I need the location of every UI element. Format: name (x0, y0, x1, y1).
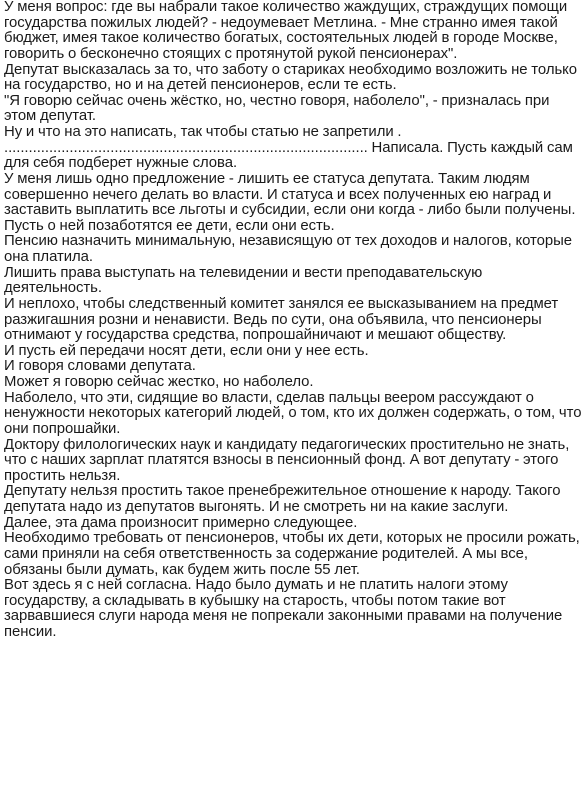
paragraph-9: Лишить права выступать на телевидении и вести преподавательскую деятельность. (4, 264, 483, 297)
paragraph-16: Депутату нельзя простить такое пренебрежительное отношение к народу. Такого депутата надо из депутатов выгонять. И не смотреть ни на какие заслуги. (4, 483, 561, 515)
paragraph-2: Депутат высказалась за то, что заботу о стариках необходимо возложить не только на государство, но и на детей пенсионеров, если те есть. (4, 61, 578, 94)
paragraph-8: Пенсию назначить минимальную, независящую от тех доходов и налогов, которые она платила. (4, 233, 572, 265)
paragraph-1: У меня вопрос: где вы набрали такое количество жаждущих, страждущих помощи государства пожилых людей? - недоумевает Метлина. - Мне странно имея такой бюджет, имея такое количество богатых, состоятельных людей в городе Москве, говорить о бесконечно стоящих с протянутой рукой пенсионерах". (4, 0, 568, 62)
paragraph-18: Необходимо требовать от пенсионеров, чтобы их дети, которых не просили рожать, сами приняли на себя ответственность за содержание родителей. А мы все, обязаны были думать, как будем жить после 55 лет. (4, 530, 580, 578)
paragraph-12: И говоря словами депутата. (4, 358, 196, 375)
paragraph-17: Далее, эта дама произносит примерно следующее. (4, 514, 358, 531)
paragraph-6: У меня лишь одно предложение - лишить ее статуса депутата. Таким людям совершенно нечего делать во власти. И статуса и всех полученных ею наград и заставить выплатить все льготы и субсидии, если они когда - либо были получены. (4, 170, 576, 219)
paragraph-15: Доктору филологических наук и кандидату педагогических простительно не знать, что с наших зарплат платятся взносы в пенсионный фонд. А вот депутату - этого простить нельзя. (4, 436, 570, 484)
paragraph-14: Наболело, что эти, сидящие во власти, сделав пальцы веером рассуждают о ненужности некоторых категорий людей, о том, кто их должен содержать, о том, что они попрошайки. (4, 389, 582, 437)
document-body (4, 0, 582, 641)
paragraph-5: ......................................................................................... Написала. Пусть каждый сам для себя подберет нужные слова. (4, 139, 573, 172)
paragraph-3: "Я говорю сейчас очень жёстко, но, честно говоря, наболело", - призналась при этом депутат. (4, 92, 550, 125)
paragraph-10: И неплохо, чтобы следственный комитет занялся ее высказыванием на предмет разжигашния розни и ненависти. Ведь по сути, она объявила, что пенсионеры отнимают у государства средства, попрошайничают и мешают обществу. (4, 295, 559, 344)
paragraph-7: Пусть о ней позаботятся ее дети, если они есть. (4, 217, 335, 234)
paragraph-13: Может я говорю сейчас жестко, но наболело. (4, 374, 314, 390)
paragraph-4: Ну и что на это написать, так чтобы статью не запретили . (4, 124, 402, 140)
paragraph-11: И пусть ей передачи носят дети, если они у нее есть. (4, 342, 369, 359)
paragraph-19: Вот здесь я с ней согласна. Надо было думать и не платить налоги этому государству, а складывать в кубышку на старость, чтобы потом такие вот зарвавшиеся слуги народа меня не попрекали законными правами на получение пенсии. (4, 577, 563, 640)
